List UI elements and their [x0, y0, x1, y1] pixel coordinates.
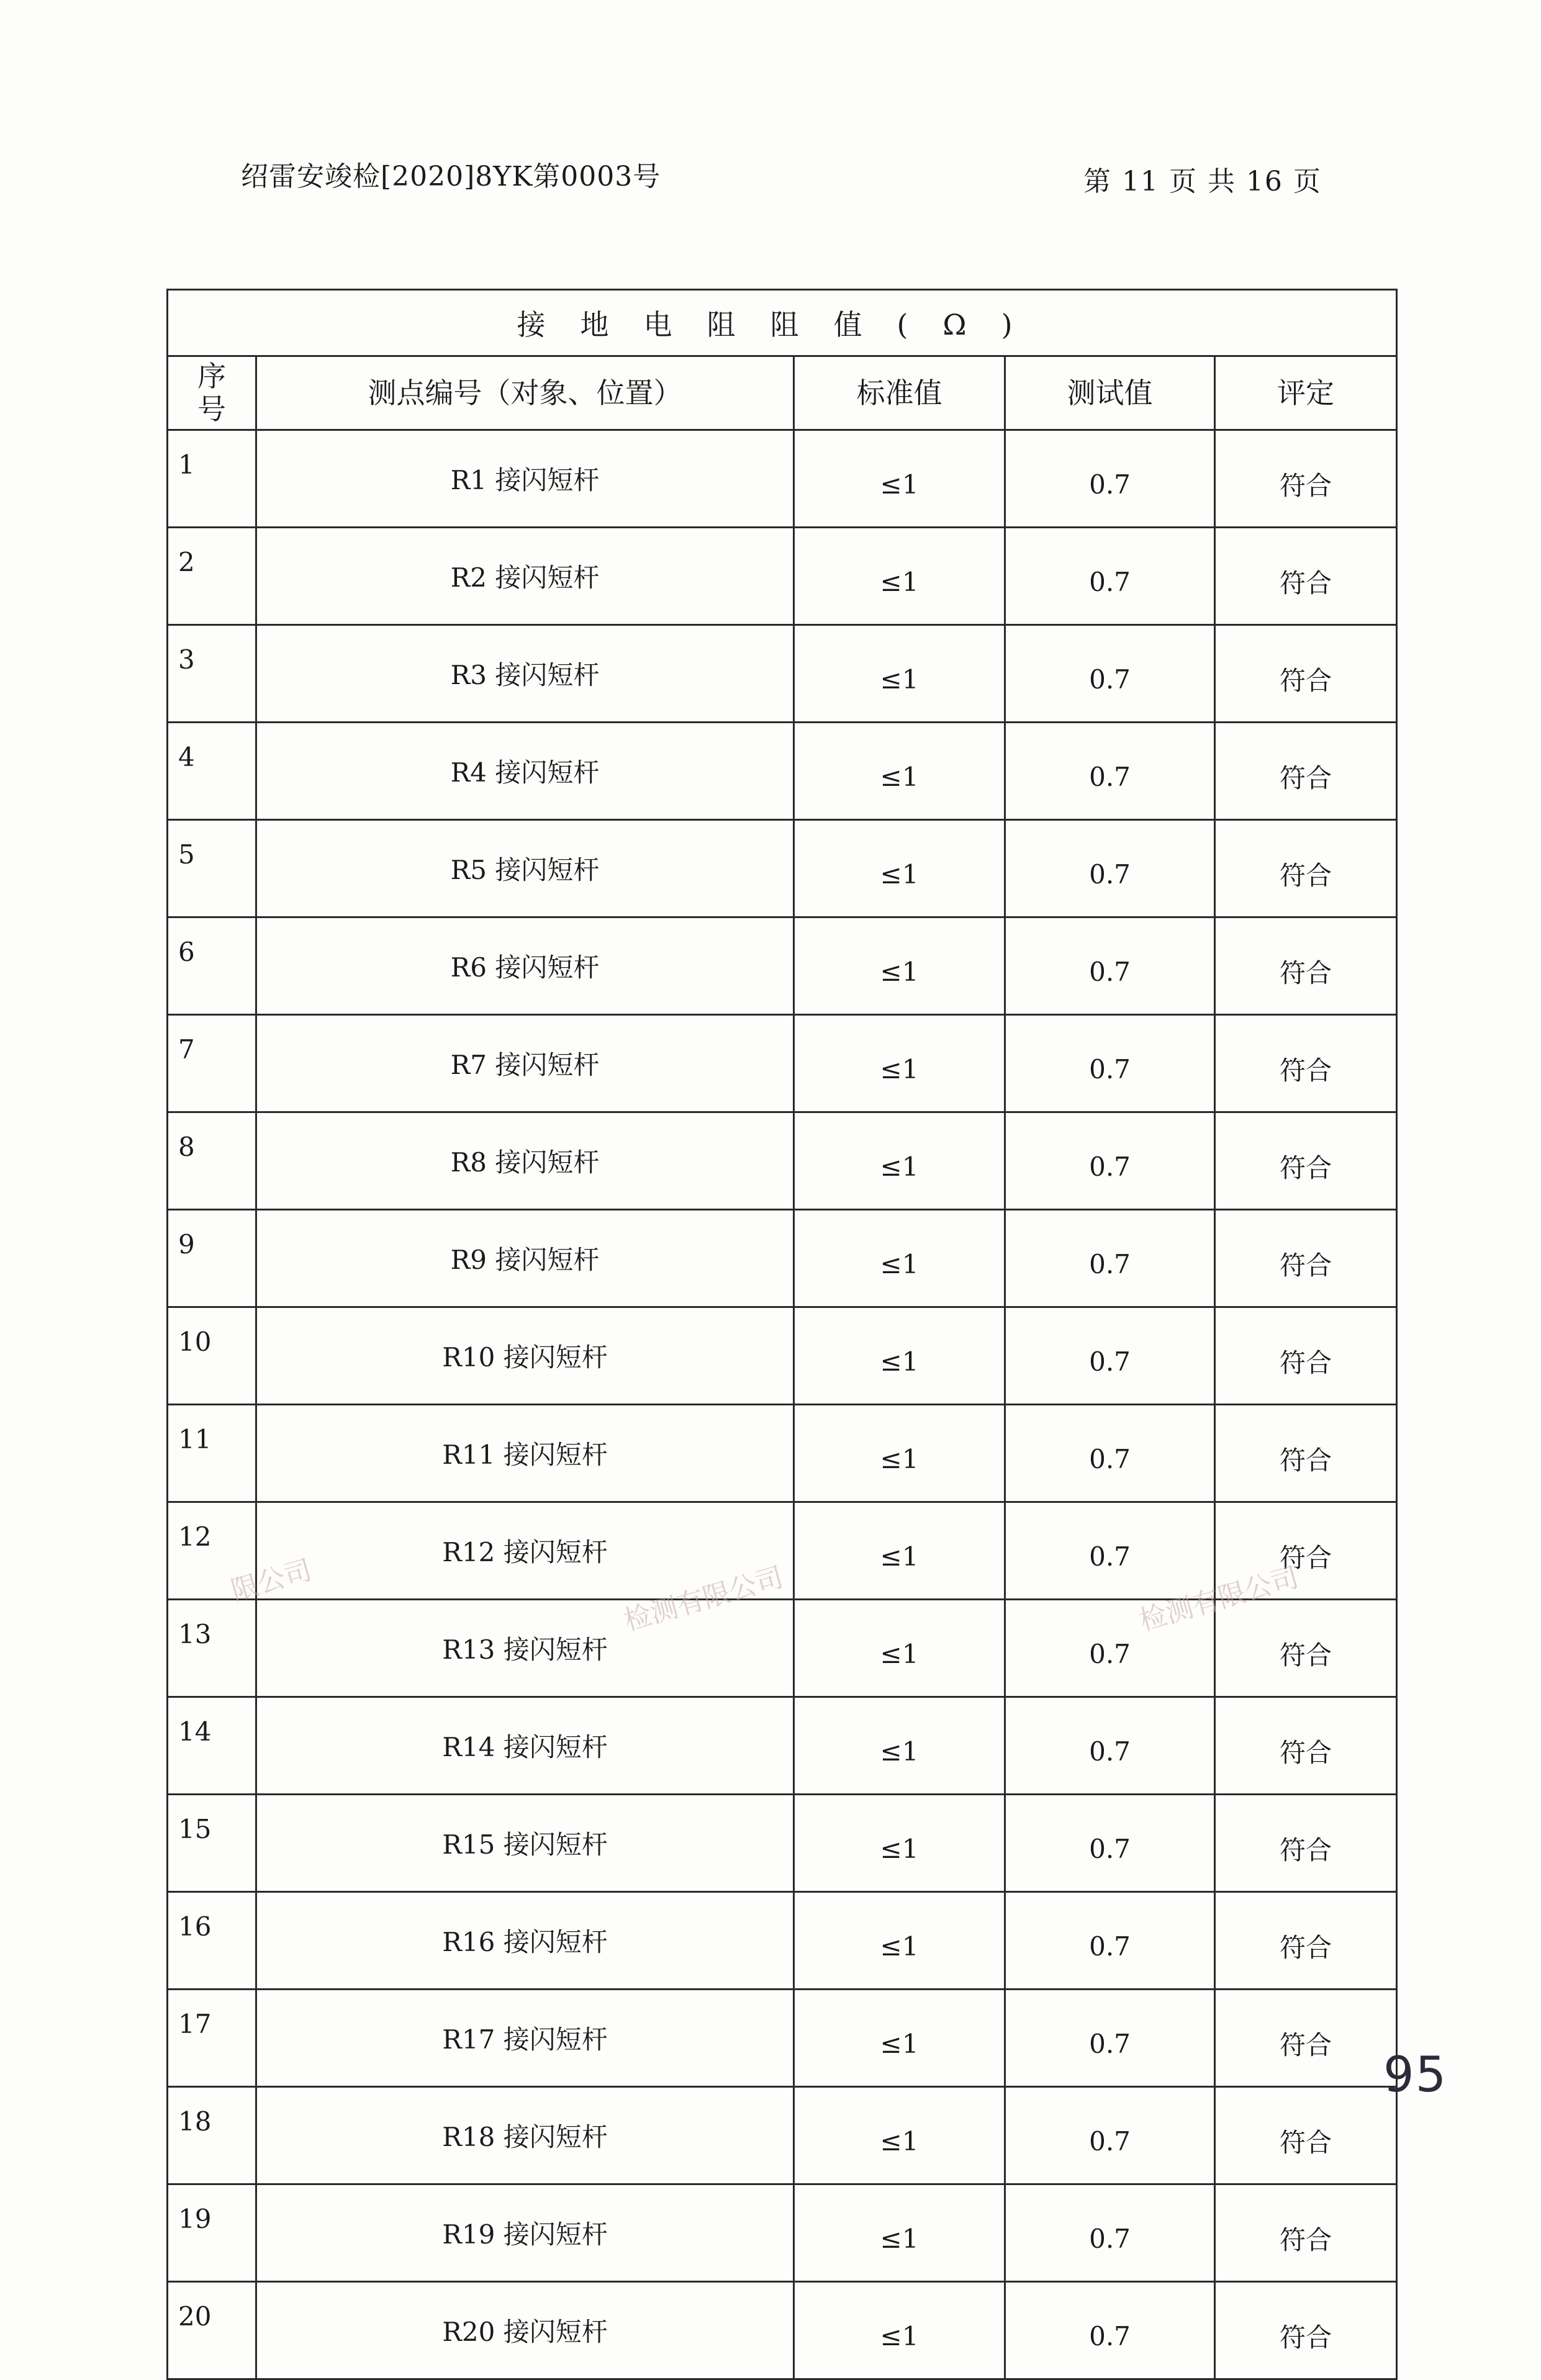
standard-cell: ≤1 [794, 2184, 1005, 2282]
column-header-evaluation: 评定 [1215, 356, 1397, 430]
seq-cell: 17 [168, 1990, 256, 2087]
evaluation-cell: 符合 [1215, 1990, 1397, 2087]
standard-cell: ≤1 [794, 1697, 1005, 1795]
measured-cell: 0.7 [1005, 1405, 1215, 1502]
evaluation-cell: 符合 [1215, 2282, 1397, 2379]
standard-cell: ≤1 [794, 1795, 1005, 1892]
standard-cell: ≤1 [794, 820, 1005, 917]
seq-cell: 19 [168, 2184, 256, 2282]
seq-cell: 10 [168, 1307, 256, 1405]
company-stamp: 检测有限公司 [620, 1561, 787, 1638]
measured-cell: 0.7 [1005, 2282, 1215, 2379]
seq-cell: 8 [168, 1112, 256, 1210]
evaluation-cell: 符合 [1215, 1795, 1397, 1892]
table-row [168, 1795, 1397, 1892]
measured-cell: 0.7 [1005, 1600, 1215, 1697]
standard-cell: ≤1 [794, 1307, 1005, 1405]
measured-cell: 0.7 [1005, 2184, 1215, 2282]
measured-cell: 0.7 [1005, 1697, 1215, 1795]
table-row [168, 2184, 1397, 2282]
measured-cell: 0.7 [1005, 1795, 1215, 1892]
table-row [168, 1307, 1397, 1405]
seq-cell: 2 [168, 528, 256, 625]
evaluation-cell: 符合 [1215, 820, 1397, 917]
company-stamp: 检测有限公司 [1136, 1561, 1303, 1638]
point-cell: R19 接闪短杆 [256, 2184, 794, 2282]
evaluation-cell: 符合 [1215, 1112, 1397, 1210]
point-cell: R2 接闪短杆 [256, 528, 794, 625]
evaluation-cell: 符合 [1215, 1502, 1397, 1600]
standard-cell: ≤1 [794, 2282, 1005, 2379]
measured-cell: 0.7 [1005, 1502, 1215, 1600]
table-title: 接地电阻阻值(Ω) [168, 290, 1397, 356]
standard-cell: ≤1 [794, 1600, 1005, 1697]
seq-cell: 18 [168, 2087, 256, 2184]
point-cell: R5 接闪短杆 [256, 820, 794, 917]
point-cell: R11 接闪短杆 [256, 1405, 794, 1502]
standard-cell: ≤1 [794, 1892, 1005, 1990]
table-row [168, 1892, 1397, 1990]
point-cell: R10 接闪短杆 [256, 1307, 794, 1405]
column-header-measured: 测试值 [1005, 356, 1215, 430]
standard-cell: ≤1 [794, 1405, 1005, 1502]
point-cell: R14 接闪短杆 [256, 1697, 794, 1795]
table-body [168, 430, 1397, 2379]
evaluation-cell: 符合 [1215, 1307, 1397, 1405]
table-row [168, 1405, 1397, 1502]
evaluation-cell: 符合 [1215, 430, 1397, 528]
point-cell: R15 接闪短杆 [256, 1795, 794, 1892]
point-cell: R16 接闪短杆 [256, 1892, 794, 1990]
measured-cell: 0.7 [1005, 820, 1215, 917]
measured-cell: 0.7 [1005, 723, 1215, 820]
standard-cell: ≤1 [794, 1112, 1005, 1210]
evaluation-cell: 符合 [1215, 1405, 1397, 1502]
point-cell: R13 接闪短杆 [256, 1600, 794, 1697]
table-row [168, 723, 1397, 820]
point-cell: R18 接闪短杆 [256, 2087, 794, 2184]
point-cell: R7 接闪短杆 [256, 1015, 794, 1112]
measured-cell: 0.7 [1005, 528, 1215, 625]
measured-cell: 0.7 [1005, 1990, 1215, 2087]
evaluation-cell: 符合 [1215, 1210, 1397, 1307]
table-row [168, 625, 1397, 723]
standard-cell: ≤1 [794, 1210, 1005, 1307]
standard-cell: ≤1 [794, 723, 1005, 820]
evaluation-cell: 符合 [1215, 528, 1397, 625]
seq-cell: 5 [168, 820, 256, 917]
measured-cell: 0.7 [1005, 625, 1215, 723]
seq-cell: 13 [168, 1600, 256, 1697]
page-number: 95 [1383, 2047, 1448, 2103]
evaluation-cell: 符合 [1215, 1600, 1397, 1697]
evaluation-cell: 符合 [1215, 625, 1397, 723]
company-stamp: 限公司 [227, 1554, 315, 1608]
standard-cell: ≤1 [794, 1502, 1005, 1600]
point-cell: R1 接闪短杆 [256, 430, 794, 528]
point-cell: R9 接闪短杆 [256, 1210, 794, 1307]
point-cell: R8 接闪短杆 [256, 1112, 794, 1210]
standard-cell: ≤1 [794, 2087, 1005, 2184]
evaluation-cell: 符合 [1215, 723, 1397, 820]
seq-cell: 9 [168, 1210, 256, 1307]
seq-cell: 15 [168, 1795, 256, 1892]
standard-cell: ≤1 [794, 625, 1005, 723]
seq-cell: 3 [168, 625, 256, 723]
evaluation-cell: 符合 [1215, 917, 1397, 1015]
table-row [168, 1210, 1397, 1307]
evaluation-cell: 符合 [1215, 1015, 1397, 1112]
standard-cell: ≤1 [794, 917, 1005, 1015]
document-number: 绍雷安竣检[2020]8YK第0003号 [241, 161, 661, 192]
column-header-seq: 序 号 [168, 356, 256, 430]
table-row [168, 2282, 1397, 2379]
table-row [168, 1697, 1397, 1795]
grounding-resistance-table [166, 289, 1398, 2380]
measured-cell: 0.7 [1005, 2087, 1215, 2184]
table-row [168, 430, 1397, 528]
measured-cell: 0.7 [1005, 1307, 1215, 1405]
seq-cell: 7 [168, 1015, 256, 1112]
seq-cell: 14 [168, 1697, 256, 1795]
evaluation-cell: 符合 [1215, 1892, 1397, 1990]
seq-cell: 4 [168, 723, 256, 820]
seq-cell: 6 [168, 917, 256, 1015]
seq-cell: 12 [168, 1502, 256, 1600]
point-cell: R20 接闪短杆 [256, 2282, 794, 2379]
page-info: 第 11 页 共 16 页 [1083, 166, 1322, 197]
point-cell: R4 接闪短杆 [256, 723, 794, 820]
point-cell: R17 接闪短杆 [256, 1990, 794, 2087]
seq-cell: 1 [168, 430, 256, 528]
point-cell: R6 接闪短杆 [256, 917, 794, 1015]
measured-cell: 0.7 [1005, 430, 1215, 528]
point-cell: R12 接闪短杆 [256, 1502, 794, 1600]
seq-cell: 11 [168, 1405, 256, 1502]
column-header-standard: 标准值 [794, 356, 1005, 430]
column-header-point: 测点编号（对象、位置） [256, 356, 794, 430]
measured-cell: 0.7 [1005, 1210, 1215, 1307]
evaluation-cell: 符合 [1215, 1697, 1397, 1795]
measured-cell: 0.7 [1005, 1892, 1215, 1990]
standard-cell: ≤1 [794, 430, 1005, 528]
evaluation-cell: 符合 [1215, 2184, 1397, 2282]
measured-cell: 0.7 [1005, 917, 1215, 1015]
standard-cell: ≤1 [794, 1015, 1005, 1112]
seq-cell: 20 [168, 2282, 256, 2379]
seq-cell: 16 [168, 1892, 256, 1990]
table-row [168, 2087, 1397, 2184]
table-row [168, 1015, 1397, 1112]
point-cell: R3 接闪短杆 [256, 625, 794, 723]
measured-cell: 0.7 [1005, 1015, 1215, 1112]
table-row [168, 917, 1397, 1015]
table-row [168, 1990, 1397, 2087]
table-row [168, 1112, 1397, 1210]
table-row [168, 820, 1397, 917]
measured-cell: 0.7 [1005, 1112, 1215, 1210]
evaluation-cell: 符合 [1215, 2087, 1397, 2184]
standard-cell: ≤1 [794, 528, 1005, 625]
standard-cell: ≤1 [794, 1990, 1005, 2087]
table-row [168, 528, 1397, 625]
